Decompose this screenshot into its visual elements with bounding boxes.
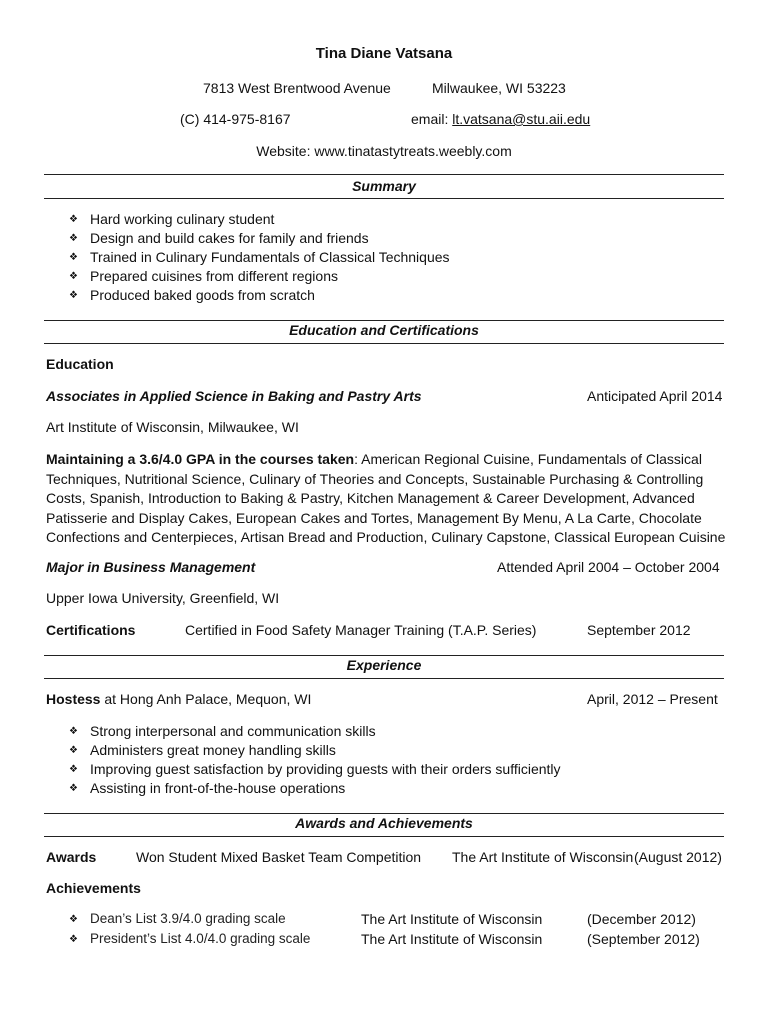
degree-date: Anticipated April 2014 bbox=[587, 388, 723, 404]
diamond-bullet-icon: ❖ bbox=[69, 934, 78, 945]
awards-heading: Awards and Achievements bbox=[295, 815, 473, 831]
course-list: : American Regional Cuisine, Fundamentals of Classical Techniques, Nutritional Science, Culinary of Theories and Concepts, Sustainable Purchasing & Controlling Costs, Spanish, Introduction to Baking & Pastry, Kitchen Management & Career Development, Advanced Patisserie and Display Cakes, European Cakes and Tortes, Management By Menu, A La Carte, Chocolate Confections and Centerpieces, Artisan Bread and Production, Culinary Capstone, Classical European Cuisine bbox=[46, 451, 726, 545]
achievement-text: Dean’s List 3.9/4.0 grading scale bbox=[90, 911, 286, 926]
achievement-date: (September 2012) bbox=[587, 931, 700, 947]
gpa-lead: Maintaining a 3.6/4.0 GPA in the courses taken bbox=[46, 451, 355, 467]
experience-item: Assisting in front-of-the-house operations bbox=[90, 780, 346, 796]
summary-item: Prepared cuisines from different regions bbox=[90, 268, 338, 284]
achievement-org: The Art Institute of Wisconsin bbox=[361, 931, 543, 947]
section-rule-top bbox=[44, 320, 724, 321]
diamond-bullet-icon: ❖ bbox=[69, 290, 78, 301]
job-line bbox=[46, 691, 311, 707]
section-rule-bottom bbox=[44, 836, 724, 837]
email-line bbox=[411, 111, 590, 127]
achievements-label: Achievements bbox=[46, 880, 141, 896]
section-rule-top bbox=[44, 655, 724, 656]
degree-date: Attended April 2004 – October 2004 bbox=[497, 559, 720, 575]
diamond-bullet-icon: ❖ bbox=[69, 764, 78, 775]
job-role: Hostess bbox=[46, 691, 101, 707]
diamond-bullet-icon: ❖ bbox=[69, 252, 78, 263]
certification-text: Certified in Food Safety Manager Training (T.A.P. Series) bbox=[185, 622, 537, 638]
experience-item: Improving guest satisfaction by providing guests with their orders sufficiently bbox=[90, 761, 561, 777]
achievement-text: President’s List 4.0/4.0 grading scale bbox=[90, 931, 311, 946]
street-address: 7813 West Brentwood Avenue bbox=[203, 80, 391, 96]
achievement-date: (December 2012) bbox=[587, 911, 696, 927]
diamond-bullet-icon: ❖ bbox=[69, 233, 78, 244]
phone-number: (C) 414-975-8167 bbox=[180, 111, 291, 127]
diamond-bullet-icon: ❖ bbox=[69, 271, 78, 282]
section-rule-bottom bbox=[44, 198, 724, 199]
award-date: (August 2012) bbox=[634, 849, 722, 865]
degree-title: Associates in Applied Science in Baking and Pastry Arts bbox=[46, 388, 422, 404]
section-rule-top bbox=[44, 174, 724, 175]
award-text: Won Student Mixed Basket Team Competition bbox=[136, 849, 422, 865]
courses-paragraph bbox=[46, 450, 726, 548]
job-place: at Hong Anh Palace, Mequon, WI bbox=[100, 691, 312, 707]
email-label: email: bbox=[411, 111, 453, 127]
awards-label: Awards bbox=[46, 849, 97, 865]
summary-item: Design and build cakes for family and friends bbox=[90, 230, 369, 246]
summary-item: Trained in Culinary Fundamentals of Classical Techniques bbox=[90, 249, 450, 265]
summary-heading: Summary bbox=[352, 178, 416, 194]
section-rule-top bbox=[44, 813, 724, 814]
job-date: April, 2012 – Present bbox=[587, 691, 718, 707]
education-heading: Education and Certifications bbox=[289, 322, 479, 338]
experience-item: Strong interpersonal and communication skills bbox=[90, 723, 376, 739]
diamond-bullet-icon: ❖ bbox=[69, 726, 78, 737]
diamond-bullet-icon: ❖ bbox=[69, 214, 78, 225]
candidate-name: Tina Diane Vatsana bbox=[315, 45, 453, 62]
award-org: The Art Institute of Wisconsin bbox=[452, 849, 634, 865]
summary-item: Produced baked goods from scratch bbox=[90, 287, 315, 303]
experience-item: Administers great money handling skills bbox=[90, 742, 336, 758]
diamond-bullet-icon: ❖ bbox=[69, 914, 78, 925]
degree-title: Major in Business Management bbox=[46, 559, 256, 575]
experience-heading: Experience bbox=[346, 657, 422, 673]
school-name: Upper Iowa University, Greenfield, WI bbox=[46, 590, 280, 606]
section-rule-bottom bbox=[44, 343, 724, 344]
summary-item: Hard working culinary student bbox=[90, 211, 275, 227]
achievement-org: The Art Institute of Wisconsin bbox=[361, 911, 543, 927]
website-line: Website: www.tinatastytreats.weebly.com bbox=[256, 143, 512, 159]
school-name: Art Institute of Wisconsin, Milwaukee, WI bbox=[46, 419, 299, 435]
certifications-label: Certifications bbox=[46, 622, 136, 638]
section-rule-bottom bbox=[44, 678, 724, 679]
certification-date: September 2012 bbox=[587, 622, 691, 638]
diamond-bullet-icon: ❖ bbox=[69, 783, 78, 794]
education-subheading: Education bbox=[46, 356, 114, 372]
email-link[interactable]: lt.vatsana@stu.aii.edu bbox=[452, 111, 591, 127]
diamond-bullet-icon: ❖ bbox=[69, 745, 78, 756]
city-state-zip: Milwaukee, WI 53223 bbox=[432, 80, 566, 96]
